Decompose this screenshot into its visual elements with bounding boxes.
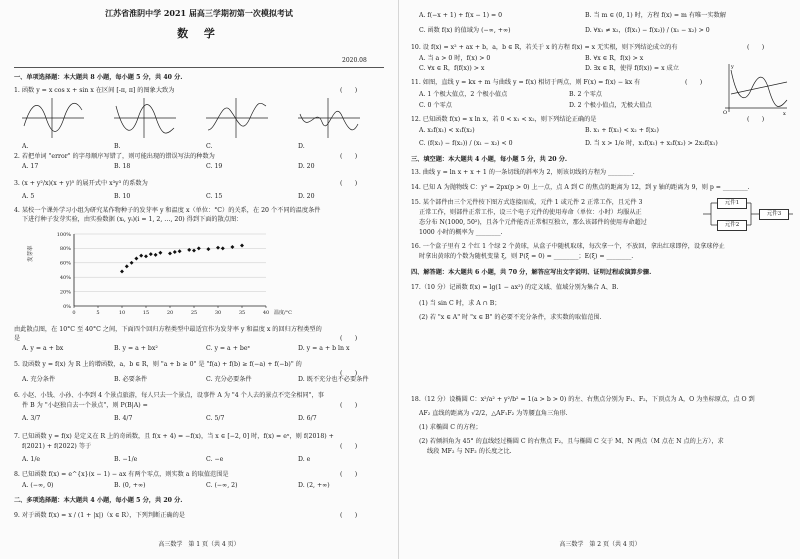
question-7-line-1: 7. 已知函数 y = f(x) 是定义在 R 上的奇函数，且 f(x + 4) = −f(x)，当 x ∈ [−2, 0] 时，f(x) = eˣ，则 f(2018) + bbox=[14, 433, 334, 440]
q11-tangent-figure bbox=[717, 60, 791, 116]
question-18-part-2-cont: 线段 MF₂ 与 NF₂ 的长度之比. bbox=[427, 448, 512, 455]
q12-option-b: B. x₁ + f(x₁) < x₂ + f(x₂) bbox=[585, 127, 659, 134]
question-12: 12. 已知函数 f(x) = x ln x，若 0 < x₁ < x₂，则下列结论正确的是 bbox=[411, 116, 597, 123]
question-5: 5. 设函数 y = f(x) 为 R 上的增函数，a，b ∈ R，则 "a + b ≥ 0" 是 "f(a) + f(b) ≥ f(−a) + f(−b)" 的 bbox=[14, 361, 302, 368]
answer-paren: ( ) bbox=[340, 402, 358, 409]
question-6-line-1: 6. 小赵、小钱、小孙、小李到 4 个景点旅游，每人只去一个景点，设事件 A 为 "4 个人去的景点不完全相同"，事 bbox=[14, 392, 324, 399]
component-1-box: 元件1 bbox=[717, 198, 747, 209]
q6-option-a: A. 3/7 bbox=[22, 415, 41, 422]
answer-paren: ( ) bbox=[340, 471, 358, 478]
scatter-point bbox=[192, 249, 196, 253]
question-4-line-3: 由此散点图，在 10°C 至 40°C 之间，下面四个回归方程类型中最适宜作为发芽率 y 和温度 x 的回归方程类型的 bbox=[14, 326, 322, 333]
q7-option-d: D. e bbox=[298, 456, 311, 463]
q7-option-c: C. −e bbox=[206, 456, 224, 463]
q11-axis-label-x: x bbox=[783, 111, 786, 116]
q7-option-b: B. −1/e bbox=[114, 456, 138, 463]
x-axis-label: 温度/°C bbox=[274, 310, 293, 316]
question-4-line-4: 是 bbox=[14, 335, 21, 342]
subject-title: 数 学 bbox=[177, 27, 221, 40]
q11-option-b: B. 2 个零点 bbox=[569, 91, 602, 98]
page-1 bbox=[0, 0, 399, 559]
scatter-point bbox=[125, 264, 129, 268]
q10-option-a: A. 当 a > 0 时，f(x) > 0 bbox=[419, 55, 491, 62]
x-tick-label: 35 bbox=[238, 310, 246, 316]
answer-paren: ( ) bbox=[340, 153, 358, 160]
question-4-line-1: 4. 某校一个课外学习小组为研究某作物种子的发芽率 y 和温度 x（单位：°C）的关系，在 20 个不同的温度条件 bbox=[14, 207, 321, 214]
answer-paren: ( ) bbox=[747, 116, 765, 123]
q9-option-b: B. 当 m ∈ (0, 1) 时，方程 f(x) = m 有唯一实数解 bbox=[585, 12, 727, 19]
question-16-line-2: 时拿出黄球的个数为随机变量 ξ，则 P(ξ = 0) = ________；E(ξ) = ________. bbox=[419, 253, 634, 260]
q12-option-c: C. (f(x₁) − f(x₂)) / (x₁ − x₂) < 0 bbox=[419, 140, 513, 147]
component-2-box: 元件2 bbox=[717, 220, 747, 231]
y-tick-label: 20% bbox=[59, 289, 71, 296]
section-1-heading: 一、单项选择题：本大题共 8 小题，每小题 5 分，共 40 分. bbox=[14, 74, 183, 81]
q2-option-c: C. 19 bbox=[206, 163, 223, 170]
q4-option-c: C. y = a + beˣ bbox=[206, 345, 251, 352]
x-tick-label: 25 bbox=[190, 310, 198, 316]
scatter-point bbox=[173, 250, 177, 254]
y-tick-label: 60% bbox=[59, 260, 71, 267]
x-tick-label: 10 bbox=[118, 310, 126, 316]
q6-option-d: D. 6/7 bbox=[298, 415, 317, 422]
question-18-line-1: 18.（12 分）设椭圆 C：x²/a² + y²/b² = 1(a > b > 0) 的左、右焦点分别为 F₁、F₂，下顶点为 A，O 为坐标原点，点 O 到 bbox=[411, 396, 755, 403]
question-18-part-1: (1) 求椭圆 C 的方程； bbox=[419, 424, 482, 431]
page-1-footer: 高三数学 第 1 页（共 4 页） bbox=[158, 541, 240, 548]
question-8: 8. 已知函数 f(x) = e^{x}(x − 1) − ax 有两个零点，则实数 a 的取值范围是 bbox=[14, 471, 229, 478]
scatter-point bbox=[144, 254, 148, 258]
question-18-line-2: AF₂ 直线的距离为 √2/2，△AF₁F₂ 为等腰直角三角形. bbox=[419, 410, 568, 417]
q3-option-c: C. 15 bbox=[206, 193, 223, 200]
y-tick-label: 0% bbox=[63, 303, 71, 310]
page-2-footer: 高三数学 第 2 页（共 4 页） bbox=[559, 541, 641, 548]
x-tick-label: 20 bbox=[166, 310, 174, 316]
question-1: 1. 函数 y = x cos x + sin x 在区间 [-π, π] 的图象大致为 bbox=[14, 87, 175, 94]
q6-option-c: C. 5/7 bbox=[206, 415, 225, 422]
answer-paren: ( ) bbox=[340, 180, 358, 187]
scatter-point bbox=[197, 246, 201, 250]
x-tick-label: 30 bbox=[214, 310, 222, 316]
q5-option-a: A. 充分条件 bbox=[22, 376, 56, 383]
question-15-line-4: 1000 小时的概率为 ________. bbox=[419, 229, 503, 236]
q6-option-b: B. 4/7 bbox=[114, 415, 133, 422]
x-tick-label: 40 bbox=[262, 310, 270, 316]
q9-option-c: C. 函数 f(x) 的值域为 (−∞, +∞) bbox=[419, 27, 511, 34]
q4-option-a: A. y = a + bx bbox=[22, 345, 64, 352]
q4-option-b: B. y = a + bx² bbox=[114, 345, 158, 352]
exam-date: 2020.08 bbox=[342, 57, 367, 64]
q9-option-a: A. f(−x + 1) + f(x − 1) = 0 bbox=[419, 12, 503, 19]
question-9: 9. 对于函数 f(x) = x / (1 + |x|)（x ∈ R），下列判断正确的是 bbox=[14, 512, 185, 519]
x-tick-label: 15 bbox=[142, 310, 150, 316]
question-6-line-2: 件 B 为 "小赵独自去一个景点"，则 P(B|A) = bbox=[22, 402, 148, 409]
q8-option-b: B. (0, +∞) bbox=[114, 482, 146, 489]
answer-paren: ( ) bbox=[747, 44, 765, 51]
section-2-heading: 二、多项选择题：本大题共 4 小题，每小题 5 分，共 20 分. bbox=[14, 497, 183, 504]
question-3: 3. (x + y²/x)(x + y)⁵ 的展开式中 x³y³ 的系数为 bbox=[14, 180, 148, 187]
question-7-line-2: f(2021) + f(2022) 等于 bbox=[22, 443, 92, 450]
section-4-heading: 四、解答题：本大题共 6 小题，共 70 分，解答应写出文字说明、证明过程或演算步骤. bbox=[411, 269, 652, 276]
q10-option-c: C. ∀x ∈ R，f(f(x)) > x bbox=[419, 65, 485, 72]
y-tick-label: 80% bbox=[59, 246, 71, 253]
scatter-point bbox=[154, 253, 158, 257]
q11-axis-label-y: y bbox=[731, 64, 734, 70]
scatter-point bbox=[178, 249, 182, 253]
question-11: 11. 如图，直线 y = kx + m 与曲线 y = f(x) 相切于两点，则 F(x) = f(x) − kx 有 bbox=[411, 79, 641, 86]
answer-paren: ( ) bbox=[340, 87, 358, 94]
section-3-heading: 三、填空题：本大题共 4 小题，每小题 5 分，共 20 分. bbox=[411, 156, 568, 163]
q2-option-a: A. 17 bbox=[22, 163, 39, 170]
answer-paren: ( ) bbox=[340, 512, 358, 519]
question-14: 14. 已知 A 为抛物线 C：y² = 2px(p > 0) 上一点，点 A 到 C 的焦点的距离为 12，到 y 轴的距离为 9，则 p = ________. bbox=[411, 184, 750, 191]
q5-option-d: D. 既不充分也不必要条件 bbox=[298, 376, 369, 383]
chart-y-axis-label: 发芽率 bbox=[28, 245, 34, 262]
q2-option-d: D. 20 bbox=[298, 163, 315, 170]
question-17: 17.（10 分）记函数 f(x) = lg(1 − ax²) 的定义域、值域分别为集合 A、B. bbox=[411, 284, 619, 291]
q8-option-c: C. (−∞, 2) bbox=[206, 482, 238, 489]
scatter-point bbox=[168, 251, 172, 255]
q8-option-a: A. (−∞, 0) bbox=[22, 482, 54, 489]
x-tick-label: 5 bbox=[96, 310, 100, 316]
scatter-point bbox=[216, 246, 220, 250]
component-3-box: 元件3 bbox=[759, 209, 789, 220]
question-2: 2. 若把单词 "error" 的字母顺序写错了，则可能出现的错误写法的种数为 bbox=[14, 153, 215, 160]
question-15-line-3: 态分布 N(1000, 50²)，且各个元件能否正常相互独立，那么该部件的使用寿命超过 bbox=[419, 219, 647, 226]
question-17-part-1: (1) 当 sin C 时，求 A ∩ B； bbox=[419, 300, 501, 307]
q5-option-b: B. 必要条件 bbox=[114, 376, 148, 383]
q11-option-a: A. 1 个极大值点，2 个极小值点 bbox=[419, 91, 508, 98]
question-16-line-1: 16. 一个盒子里有 2 个红 1 个绿 2 个黄球，从盒子中随机取球，每次拿一个，不放回，拿出红球即停，设拿球停止 bbox=[411, 243, 725, 250]
q10-option-b: B. ∀x ∈ R，f(x) > x bbox=[585, 55, 644, 62]
q12-option-a: A. x₂f(x₁) < x₁f(x₂) bbox=[419, 127, 475, 134]
q11-option-c: C. 0 个零点 bbox=[419, 102, 452, 109]
scatter-point bbox=[149, 252, 153, 256]
question-13: 13. 曲线 y = ln x + x + 1 的一条切线的斜率为 2，则该切线的方程为 ________. bbox=[411, 169, 635, 176]
exam-title: 江苏省淮阴中学 2021 届高三学期初第一次模拟考试 bbox=[105, 8, 293, 18]
q1-option-a: A. bbox=[22, 143, 29, 150]
q7-option-a: A. 1/e bbox=[22, 456, 41, 463]
answer-paren: ( ) bbox=[685, 79, 703, 86]
question-4-line-2: 下进行种子发芽实验，由实验数据 (xᵢ, yᵢ)(i = 1, 2, …, 20) 得到下面的散点图： bbox=[22, 216, 243, 223]
scatter-point bbox=[240, 244, 244, 248]
q1-option-d: D. bbox=[298, 143, 305, 150]
scatter-point bbox=[134, 257, 138, 261]
question-17-part-2: (2) 若 "x ∈ A" 时 "x ∈ B" 的必要不充分条件，求实数的取值范围. bbox=[419, 314, 602, 321]
q3-option-a: A. 5 bbox=[22, 193, 35, 200]
question-18-part-2: (2) 若倾斜角为 45° 的直线经过椭圆 C 的右焦点 F₂，且与椭圆 C 交于 M、N 两点（M 点在 N 点的上方），求 bbox=[419, 438, 724, 445]
q11-origin-label: O bbox=[723, 110, 728, 116]
scatter-point bbox=[158, 251, 162, 255]
y-tick-label: 100% bbox=[56, 231, 71, 238]
q12-option-d: D. 当 x > 1/e 时，x₁f(x₁) + x₂f(x₂) > 2x₂f(x₁) bbox=[585, 140, 718, 147]
question-15-line-1: 15. 某个部件由三个元件按下图方式连接而成，元件 1 或元件 2 正常工作，且元件 3 bbox=[411, 199, 643, 206]
q3-option-d: D. 20 bbox=[298, 193, 315, 200]
q9-option-d: D. ∀x₁ ≠ x₂，(f(x₁) − f(x₂)) / (x₁ − x₂) > 0 bbox=[585, 27, 710, 34]
q4-option-d: D. y = a + b ln x bbox=[298, 345, 350, 352]
question-10: 10. 设 f(x) = x² + ax + b，a，b ∈ R，若关于 x 的方程 f(x) = x 无实根，则下列结论成立的有 bbox=[411, 44, 678, 51]
answer-paren: ( ) bbox=[340, 443, 358, 450]
answer-paren: ( ) bbox=[340, 335, 358, 342]
scatter-point bbox=[130, 261, 134, 265]
q10-option-d: D. ∃x ∈ R，使得 f(f(x)) = x 成立 bbox=[585, 65, 679, 72]
answer-paren: ( ) bbox=[340, 370, 358, 377]
q11-option-d: D. 2 个极小值点，无极大值点 bbox=[569, 102, 652, 109]
scatter-point bbox=[139, 254, 143, 258]
q8-option-d: D. (2, +∞) bbox=[298, 482, 330, 489]
question-15-line-2: 正常工作，则部件正常工作，设三个电子元件的使用寿命（单位：小时）均服从正 bbox=[419, 209, 642, 216]
page-2 bbox=[401, 0, 799, 559]
x-tick-label: 0 bbox=[72, 310, 76, 316]
q1-graph-options bbox=[14, 96, 384, 142]
q5-option-c: C. 充分必要条件 bbox=[206, 376, 252, 383]
header-rule bbox=[14, 67, 384, 68]
q3-option-b: B. 10 bbox=[114, 193, 131, 200]
q2-option-b: B. 18 bbox=[114, 163, 131, 170]
q4-scatter-chart bbox=[40, 228, 330, 320]
q1-option-c: C. bbox=[206, 143, 213, 150]
y-tick-label: 40% bbox=[59, 275, 71, 281]
scatter-point bbox=[120, 269, 124, 273]
scatter-point bbox=[221, 246, 225, 250]
scatter-point bbox=[206, 247, 210, 251]
q1-option-b: B. bbox=[114, 143, 121, 150]
